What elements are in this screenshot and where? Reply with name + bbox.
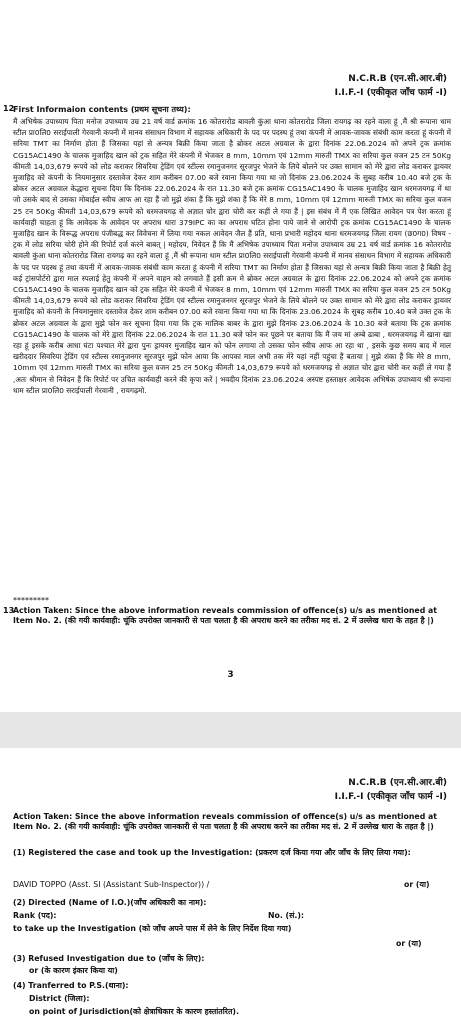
jurisdiction-text: on point of Jurisdiction(को क्षेत्राधिकार के कारण हस्तांतरित).	[29, 1007, 239, 1016]
first-information-body: मैं अभिषेक उपाध्याय पिता मनोज उपाध्याय उम्र 21 वर्ष वार्ड क्रमांक 16 कोतरारोड बावली कुंआ थाना कोतरारोड जिला रायगढ़ का रहने वाला हूं ,मैं श्री रूपाना धाम स्टील प्रा0लि0 सराईपाली गेरवानी कंपनी में मानव संसाधन विभाग में सहायक अधिकारी के पद पर पदस्थ हूं तथा कंपनी में आवक-जावक संबंधी काम करता हूं कंपनी में सरिया TMT का निर्माण होता हैं जिसका यहां से अन्यत्र बिक्री किया जाता है ब्रोकर अटल अग्रवाल के द्वारा दिनांक 22.06.2024 को अपने ट्रक क्रमांक CG15AC1490 के चालक मुजाहिद खान को ट्रक सहित मेरे कंपनी में भेजकर 8 mm, 10mm एवं 12mm मारुती TMX का सरिया कुल वजन 25 टन 50Kg कीमती 14,03,679 रूपये को लोड कराकर सिवरिया ट्रेडिंग एवं स्टील्स रमानुजनगर सूरजपुर भेजने के लिये बोलने पर उक्त सामान को मेरे द्वारा लोड कराकर ड्रायवर मुजाहिद को कंपनी के नियमानुसार दस्तावेज देकर शाम करीबन 07.00 बजे रवाना किया गया था जो दिनांक 23.06.2024 के सुबह करीब 10.40 बजे ट्रक के ब्रोकर अटल अग्रवाल केद्धारा सूचना दिया कि दिनांक 22.06.2024 के रात 11.30 बजे ट्रक क्रमांक CG15AC1490 के चालक मुजाहिद खान धरमजयगढ़ में था जो उसके बाद से उसका मोबाईल स्वीच आफ आ रहा हैं जो मुझे शंका हैं कि मुझे शंका हैं कि मेरे 8 mm, 10mm एवं 12mm मारुती TMX का सरिया कुल वजन 25 टन 50Kg कीमती 14,03,679 रूपये को धरमजयगढ़ से अज्ञात चोर द्वारा चोरी कर कहीं ले गया हैं | इस संबंध में मैं एक लिखित आवेदन पत्र पेश करता हूं कार्यवाही चाहता हूं कि आवेदक के आवेदन पर अपराध धारा 379IPC का का अपराध घटित होना पाये जाने से आरोपी ट्रक क्रमांक CG15AC1490 के चालक मुजाहिद खान के विरूद्ध अपराध पंजीबद्ध कर विवेचना में लिया गया नकल आवेदन जैल हैं प्रति, थाना प्रभारी महोदय थाना धरमजयगढ़ जिला रायग (छ0ग0) विषय - ट्रक में लोड सरिया चोरी होने की रिपोर्ट दर्ज करने बाबत् | महोदय, निवेदन हैं कि मैं अभिषेक उपाध्याय पिता मनोज उपाध्याय उम्र 21 वर्ष वार्ड क्रमांक 16 कोतरारोड बावली कुंआ थाना कोतरारोड जिला रायगढ़ का रहने वाला हूं ,मैं श्री रूपाना धाम स्टील प्रा0लि0 सराईपाली गेरवानी कंपनी में मानव संसाधन विभाग में सहायक अधिकारी के पद पर पदस्थ हूं तथा कंपनी में आवक-जावक संबंधी काम करता हूं कंपनी में सरिया TMT का निर्माण होता हैं जिसका यहां से अन्यत्र बिक्री किया जाता है बिक्री हेतु कई ट्रांसपोर्टरो द्वारा माल स्पलाई हेतु कंपनी में अपने वाहन को लगवाते हैं इसी क्रम मे ब्रोकर अटल अग्रवाल के द्वारा दिनांक 22.06.2024 को अपने ट्रक क्रमांक CG15AC1490 के चालक मुजाहिद खान को ट्रक सहित मेरे कंपनी में भेजकर 8 mm, 10mm एवं 12mm मारुती TMX का सरिया कुल वजन 25 टन 50Kg कीमती 14,03,679 रूपये को लोड कराकर सिवरिया ट्रेडिंग एवं स्टील्स रमानुजनगर सूरजपुर भेजने के लिये बोलने पर उक्त सामान को मेरे द्वारा लोड कराकर ड्रायवर मुजाहिद को कंपनी के नियमानुसार दस्तावेज देकर शाम करीबन 07.00 बजे रवाना किया गया था कि दिनांक 23.06.2024 के सुबह करीब 10.40 बजे उक्त ट्रक के ब्रोकर अटल अग्रवाल के द्वारा मुझे फोन कर सूचना दिया गया कि ट्रक मालिक बाबर के द्वारा मुझे दिनांक 23.06.2024 के 10.30 बजे बताया कि ट्रक क्रमांक CG15AC1490 के चालक को मेरे द्वारा दिनांक 22.06.2024 के रात 11.30 बजे फोन कर पूछने पर बताया कि मैं जय मां अम्बे ढाबा , धरमजयगढ़ में खाना खा रहा हूं इसके करीब आधा घंटा पश्चात मेरे द्वारा पुनः ड्रायवर मुजाहिद खान को फोन लगाया तो उसका फोन स्वीच आफ आ रहा था , इसके कुछ समय बाद में माल खरीददार सिवरिया ट्रेडिंग एवं स्टील्स रमानुजनगर सूरजपुर मुझे फोन आया कि आपका माल अभी तक मेरे यहां नहीं पहुंचा हैं बताया | मुझे शंका हैं कि मेरे 8 mm, 10mm एवं 12mm मारुती TMX का सरिया कुल वजन 25 टन 50Kg कीमती 14,03,679 रूपये को धरमजयगढ़ से अज्ञात चोर द्वारा चोरी कर कहीं ले गया हैं ,अतः श्रीमान से निवेदन हैं कि रिपोर्ट पर उचित कार्यवाही करने की कृपा करें | भवदीय दिनांक 23.06.2024 अस्पष्ट हस्ताक्षर आवेदक अभिषेक उपाध्याय श्री रूपाना धाम स्टील प्रा0लि0 सराईपाली गेरवानी , रायगढ़मो.	[13, 117, 451, 395]
page-gap	[0, 712, 461, 748]
item-4-transferred: (4) Tranferred to P.S.(थाना):	[13, 981, 129, 990]
investigating-officer: DAVID TOPPO (Asst. SI (Assistant Sub-Inspector)) /	[13, 880, 210, 889]
or-ya-label-2: or (या)	[396, 939, 422, 948]
item-3-or: or (के कारण इंकार किया या)	[29, 966, 118, 975]
header-ncrb: N.C.R.B (एन.सी.आर.बी)	[348, 778, 447, 788]
page-header	[335, 776, 447, 804]
separator-stars: *********	[13, 596, 49, 605]
rank-label: Rank (पद):	[13, 911, 57, 920]
section-12-number: 12	[3, 104, 15, 113]
header-form-id: I.I.F.-I (एकीकृत जाँच फार्म -I)	[334, 792, 447, 802]
header-form-id: I.I.F.-I (एकीकृत जाँच फार्म -I)	[334, 88, 447, 98]
section-12-title: First Informaion contents (प्रथम सूचना तथ्य):	[13, 105, 191, 114]
page-number: 3	[227, 670, 234, 680]
item-1-registered: (1) Registered the case and took up the Investigation: (प्रकरण दर्ज किया गया और जाँच के लिए लिया गया):	[13, 848, 411, 857]
item-3-refused: (3) Refused Investigation due to (जाँच के लिए):	[13, 954, 205, 963]
take-up-investigation: to take up the Investigation (को जाँच अपने पास में लेने के लिए निर्देश दिया गया)	[13, 924, 292, 933]
report-page-4	[0, 748, 461, 1024]
action-taken-text: Action Taken: Since the above information reveals commission of offence(s) u/s as mentioned at Item No. 2. (की गयी कार्यवाही: चूंकि उपरोक्त जानकारी से पता चलता है की अपराध करने का तरीका मद सं. 2 में उल्लेख धारा के तहत है |)	[13, 812, 437, 831]
page-header	[335, 72, 447, 100]
number-label: No. (सं.):	[268, 911, 305, 920]
header-ncrb: N.C.R.B (एन.सी.आर.बी)	[348, 74, 447, 84]
section-13-number: 13	[3, 606, 15, 615]
or-ya-label: or (या)	[404, 880, 430, 889]
item-2-directed: (2) Directed (Name of I.O.)(जाँच अधिकारी का नाम):	[13, 898, 207, 907]
section-13-action-taken: Action Taken: Since the above information reveals commission of offence(s) u/s as mentioned at Item No. 2. (की गयी कार्यवाही: चूंकि उपरोक्त जानकारी से पता चलता है की अपराध करने का तरीका मद सं. 2 में उल्लेख धारा के तहत है |)	[13, 606, 437, 625]
district-label: District (जिला):	[29, 994, 90, 1003]
